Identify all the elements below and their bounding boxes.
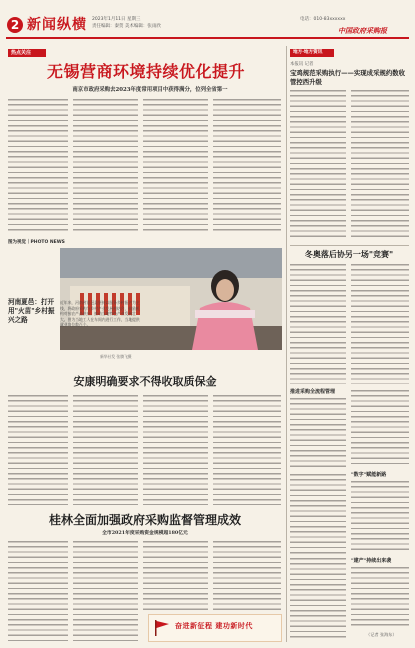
- right-story2-headline: 冬奥落后协另一场"竞赛": [304, 249, 394, 259]
- slogan-banner: [148, 614, 282, 642]
- section-tag: [8, 49, 46, 57]
- lead-body-col-4: [213, 99, 281, 234]
- section-tag-label: 热点关注: [11, 50, 32, 56]
- photo-caption-credit: 新华社发 张腾飞摄: [100, 354, 132, 359]
- flag-icon: [153, 619, 171, 637]
- right-story1-headline: 宝鸡规范采购执行——实现成采规约数收管控西升级: [290, 69, 406, 86]
- editors-line: 责任编辑：秦贺 美术编辑：张雨欣: [92, 24, 161, 29]
- page-number-badge: 2: [7, 17, 23, 33]
- lead-body-col-3: [143, 99, 208, 234]
- right-story1-kicker: 本报讯 记者: [290, 62, 314, 67]
- story3-body-col-2: [73, 541, 138, 641]
- story2-headline: 安康明确要求不得收取质保金: [73, 375, 217, 388]
- lead-subheadline: 南京市政府采购去2023年度常用项目中获得满分，位列全省第一: [72, 87, 228, 93]
- right-story2-body-col-2: [351, 264, 409, 384]
- story2-body-col-1: [8, 395, 68, 505]
- right-story3-headline: "数字"赋能新路: [351, 472, 387, 478]
- right-story4-body-col-1: [290, 558, 346, 640]
- right-story2-body-col-1: [290, 264, 346, 384]
- right-footer-credit: （记者 张海东）: [366, 632, 397, 637]
- masthead-rule: [6, 37, 409, 39]
- story2-body-col-4: [213, 395, 281, 505]
- photo-credit-label: 图为视觉｜PHOTO NEWS: [8, 240, 65, 245]
- right-story1-body-col-1: [290, 90, 346, 240]
- right-story2-body-col-4: [351, 390, 409, 468]
- right-divider-1: [290, 245, 409, 246]
- right-story3-body-col-2: [351, 481, 409, 554]
- right-story1-body-col-2: [351, 90, 409, 240]
- right-story3-body-col-1: [290, 474, 346, 554]
- column-divider: [286, 46, 287, 642]
- right-story4-headline: "建产"持续出来袭: [351, 558, 392, 564]
- story3-body-col-3: [143, 541, 208, 611]
- photo-caption-title: 河南夏邑：打开用"火苗"乡村振兴之路: [8, 298, 55, 324]
- lead-body-col-2: [73, 99, 138, 234]
- right-story4-body-col-2: [351, 567, 409, 629]
- right-story2-subhead: 推进采购全流程管理: [290, 389, 336, 395]
- masthead: [0, 0, 415, 46]
- paper-name: 中国政府采购报: [338, 26, 387, 35]
- right-section-tag-label: 地方·地方资讯: [293, 50, 323, 55]
- story3-body-col-1: [8, 541, 68, 641]
- story3-headline: 桂林全面加强政府采购监督管理成效: [48, 513, 241, 527]
- lead-headline: 无锡营商环境持续优化提升: [46, 62, 245, 81]
- photo-caption: [8, 298, 58, 325]
- issue-date: 2023年1月11日 星期三: [92, 17, 141, 22]
- story3-subheadline: 全市2021年度采购资金规模超180亿元: [102, 530, 188, 536]
- section-title: 新闻纵横: [27, 17, 87, 33]
- photo-caption-body: 近年来，河南省夏邑县坚持以服务乡村振兴为主线，将政府采购与乡村产业发展相结合，鼓励机构对接农产品供应，推动当地特色产业发展壮大。图为当地工人在车间内进行工作，当地提供就业岗位数百个。: [60, 300, 140, 327]
- phone-line: 电话：010-83xxxxxx: [300, 17, 346, 22]
- story2-body-col-3: [143, 395, 208, 505]
- lead-body-col-1: [8, 99, 68, 234]
- right-story2-body-col-3: [290, 398, 346, 468]
- story3-body-col-4: [213, 541, 281, 611]
- right-section-tag: [290, 49, 334, 57]
- slogan-text: 奋进新征程 建功新时代: [175, 621, 253, 630]
- story2-body-col-2: [73, 395, 138, 505]
